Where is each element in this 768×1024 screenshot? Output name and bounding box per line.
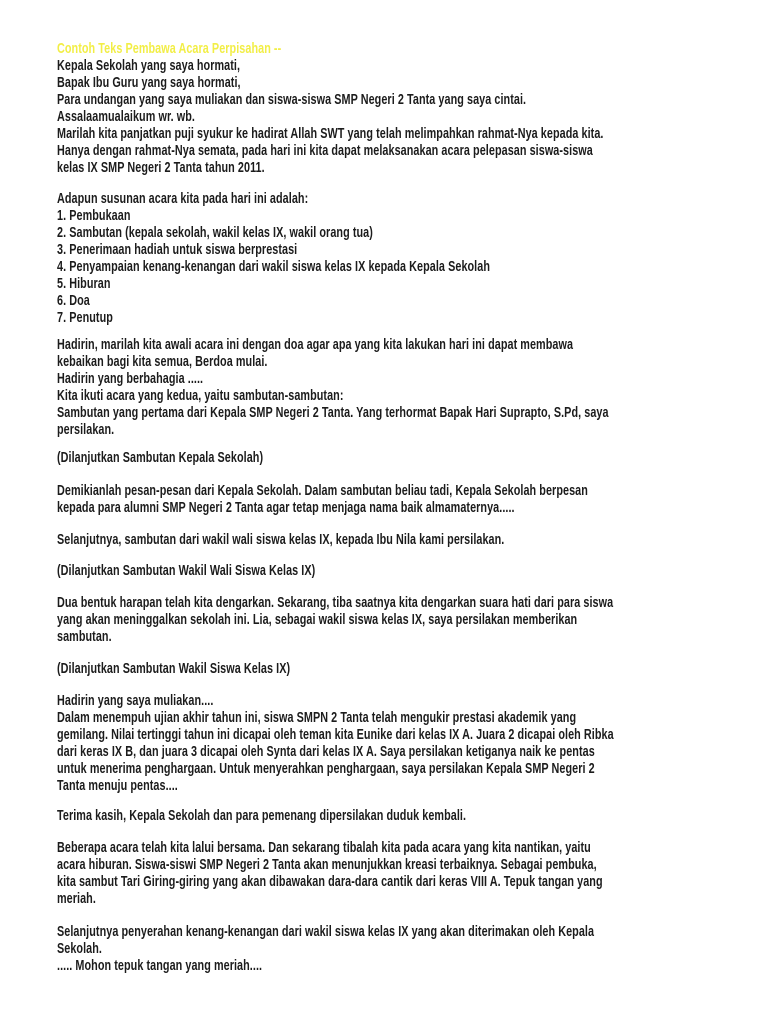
- text-line: Kita ikuti acara yang kedua, yaitu sambutan-sambutan:: [57, 387, 344, 404]
- paragraph: [57, 57, 604, 176]
- text-line: gemilang. Nilai tertinggi tahun ini dicapai oleh teman kita Eunike dari kelas IX A. Juara 2 dicapai oleh Ribka: [57, 726, 614, 743]
- text-line: 1. Pembukaan: [57, 207, 131, 224]
- text-line: Demikianlah pesan-pesan dari Kepala Sekolah. Dalam sambutan beliau tadi, Kepala Sekolah berpesan: [57, 482, 588, 499]
- paragraph: [57, 336, 609, 438]
- text-line: kepada para alumni SMP Negeri 2 Tanta agar tetap menjaga nama baik almamaternya.....: [57, 499, 515, 516]
- text-line: Selanjutnya, sambutan dari wakil wali siswa kelas IX, kepada Ibu Nila kami persilakan.: [57, 531, 505, 548]
- paragraph: [57, 692, 614, 794]
- text-line: 5. Hiburan: [57, 275, 111, 292]
- text-line: ..... Mohon tepuk tangan yang meriah....: [57, 957, 263, 974]
- text-line: Adapun susunan acara kita pada hari ini adalah:: [57, 190, 309, 207]
- text-line: Beberapa acara telah kita lalui bersama. Dan sekarang tibalah kita pada acara yang kita nantikan, yaitu: [57, 839, 591, 856]
- text-line: Assalaamualaikum wr. wb.: [57, 108, 195, 125]
- paragraph: [57, 839, 603, 907]
- text-line: Hanya dengan rahmat-Nya semata, pada hari ini kita dapat melaksanakan acara pelepasan siswa-siswa: [57, 142, 593, 159]
- text-line: kelas IX SMP Negeri 2 Tanta tahun 2011.: [57, 159, 265, 176]
- text-line: Marilah kita panjatkan puji syukur ke hadirat Allah SWT yang telah melimpahkan rahmat-Nya kepada kita.: [57, 125, 604, 142]
- text-line: Hadirin yang berbahagia .....: [57, 370, 204, 387]
- paragraph: [57, 594, 613, 645]
- text-line: kita sambut Tari Giring-giring yang akan dibawakan dara-dara cantik dari keras VIII A. Tepuk tangan yang: [57, 873, 603, 890]
- text-line: acara hiburan. Siswa-siswi SMP Negeri 2 Tanta akan menunjukkan kreasi terbaiknya. Sebagai pembuka,: [57, 856, 597, 873]
- document-title: Contoh Teks Pembawa Acara Perpisahan --: [57, 40, 282, 57]
- text-line: untuk menerima penghargaan. Untuk menyerahkan penghargaan, saya persilakan Kepala SMP Negeri 2: [57, 760, 595, 777]
- text-line: Sekolah.: [57, 940, 102, 957]
- paragraph: [57, 807, 466, 824]
- text-line: Dalam menempuh ujian akhir tahun ini, siswa SMPN 2 Tanta telah mengukir prestasi akademik yang: [57, 709, 577, 726]
- text-line: 4. Penyampaian kenang-kenangan dari wakil siswa kelas IX kepada Kepala Sekolah: [57, 258, 491, 275]
- text-line: Hadirin, marilah kita awali acara ini dengan doa agar apa yang kita lakukan hari ini dapat membawa: [57, 336, 574, 353]
- text-line: Tanta menuju pentas....: [57, 777, 178, 794]
- text-line: 7. Penutup: [57, 309, 113, 326]
- paragraph: [57, 660, 290, 677]
- text-line: persilakan.: [57, 421, 115, 438]
- paragraph: [57, 923, 594, 974]
- text-line: Dua bentuk harapan telah kita dengarkan. Sekarang, tiba saatnya kita dengarkan suara hati dari para siswa: [57, 594, 614, 611]
- text-line: (Dilanjutkan Sambutan Kepala Sekolah): [57, 449, 264, 466]
- text-line: 2. Sambutan (kepala sekolah, wakil kelas IX, wakil orang tua): [57, 224, 373, 241]
- text-line: Kepala Sekolah yang saya hormati,: [57, 57, 241, 74]
- paragraph: [57, 190, 490, 326]
- text-line: yang akan meninggalkan sekolah ini. Lia, sebagai wakil siswa kelas IX, saya persilakan memberikan: [57, 611, 578, 628]
- text-line: Para undangan yang saya muliakan dan siswa-siswa SMP Negeri 2 Tanta yang saya cintai.: [57, 91, 527, 108]
- text-line: Hadirin yang saya muliakan....: [57, 692, 214, 709]
- text-line: (Dilanjutkan Sambutan Wakil Siswa Kelas IX): [57, 660, 291, 677]
- paragraph: [57, 449, 263, 466]
- text-line: meriah.: [57, 890, 96, 907]
- text-line: dari keras IX B, dan juara 3 dicapai oleh Synta dari kelas IX A. Saya persilakan ketiganya naik ke pentas: [57, 743, 595, 760]
- text-line: kebaikan bagi kita semua, Berdoa mulai.: [57, 353, 268, 370]
- text-line: Terima kasih, Kepala Sekolah dan para pemenang dipersilakan duduk kembali.: [57, 807, 467, 824]
- text-line: Bapak Ibu Guru yang saya hormati,: [57, 74, 241, 91]
- text-line: Sambutan yang pertama dari Kepala SMP Negeri 2 Tanta. Yang terhormat Bapak Hari Suprapto, S.Pd, saya: [57, 404, 609, 421]
- text-line: (Dilanjutkan Sambutan Wakil Wali Siswa Kelas IX): [57, 562, 316, 579]
- text-line: Selanjutnya penyerahan kenang-kenangan dari wakil siswa kelas IX yang akan diterimakan oleh Kepala: [57, 923, 595, 940]
- paragraph: [57, 562, 315, 579]
- text-line: sambutan.: [57, 628, 112, 645]
- paragraph: [57, 482, 588, 516]
- text-line: 3. Penerimaan hadiah untuk siswa berprestasi: [57, 241, 298, 258]
- text-line: 6. Doa: [57, 292, 90, 309]
- paragraph: [57, 531, 504, 548]
